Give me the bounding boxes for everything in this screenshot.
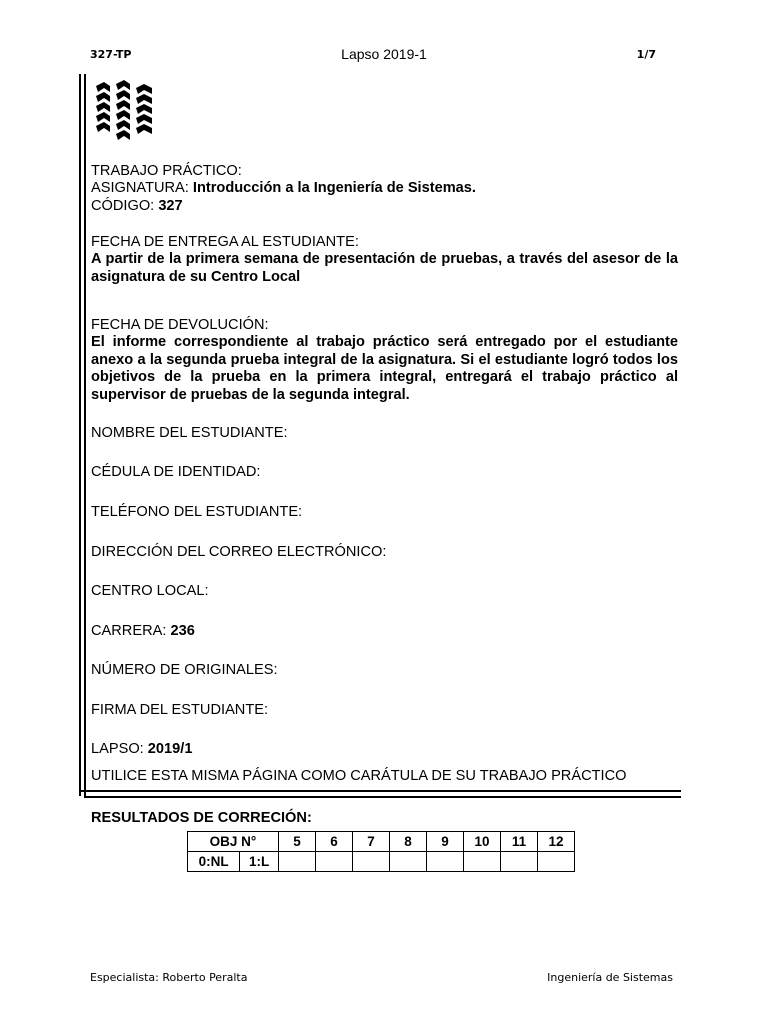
- objective-cell: 7: [353, 832, 390, 852]
- subject-value: Introducción a la Ingeniería de Sistemas.: [192, 180, 476, 197]
- code-label: CÓDIGO:: [91, 197, 155, 214]
- code-line: [91, 198, 678, 215]
- legend-nl-cell: 0:NL: [188, 852, 240, 872]
- score-cell[interactable]: [464, 852, 501, 872]
- objective-cell: 6: [316, 832, 353, 852]
- career-field: [91, 623, 678, 640]
- doc-code: 327-TP: [90, 48, 132, 61]
- period-field: [91, 741, 678, 758]
- email-field: DIRECCIÓN DEL CORREO ELECTRÓNICO:: [91, 544, 387, 560]
- subject-line: [91, 180, 678, 197]
- practical-work-block: [91, 163, 678, 215]
- objective-cell: 5: [279, 832, 316, 852]
- signature-field: FIRMA DEL ESTUDIANTE:: [91, 702, 269, 718]
- delivery-value: [91, 251, 678, 286]
- score-cell[interactable]: [427, 852, 464, 872]
- frame-left-line-inner: [84, 74, 86, 796]
- score-cell[interactable]: [279, 852, 316, 872]
- delivery-value-text: A partir de la primera semana de presentación de pruebas, a través del asesor de la asignatura de su Centro Local: [91, 251, 678, 285]
- legend-l-cell: 1:L: [240, 852, 279, 872]
- subject-label: ASIGNATURA:: [91, 180, 189, 197]
- objective-cell: 10: [464, 832, 501, 852]
- frame-bottom-line-inner: [84, 796, 681, 798]
- obj-header-cell: OBJ N°: [188, 832, 279, 852]
- page-number: 1/7: [636, 48, 656, 61]
- delivery-block: [91, 234, 678, 286]
- period-value: 2019/1: [147, 741, 193, 757]
- return-value-text: El informe correspondiente al trabajo práctico será entregado por el estudiante anexo a la segunda prueba integral de la asignatura. Si el estudiante logró todos los objetivos de la prueba en la primera integral, entregará el trabajo práctico al supervisor de pruebas de la segunda integral.: [91, 334, 678, 403]
- phone-field: TELÉFONO DEL ESTUDIANTE:: [91, 504, 303, 520]
- score-cell[interactable]: [501, 852, 538, 872]
- objective-cell: 9: [427, 832, 464, 852]
- practical-work-title: TRABAJO PRÁCTICO:: [91, 163, 242, 179]
- results-title: RESULTADOS DE CORRECIÓN:: [91, 810, 312, 826]
- results-header-row: [188, 832, 575, 852]
- period-label: LAPSO:: [91, 741, 144, 757]
- doc-period: Lapso 2019-1: [341, 46, 427, 62]
- cover-note: UTILICE ESTA MISMA PÁGINA COMO CARÁTULA DE SU TRABAJO PRÁCTICO: [91, 768, 627, 784]
- return-label: FECHA DE DEVOLUCIÓN:: [91, 317, 269, 333]
- specialist-name: Especialista: Roberto Peralta: [90, 971, 248, 984]
- return-block: [91, 317, 678, 404]
- objective-cell: 11: [501, 832, 538, 852]
- results-table: [187, 831, 575, 872]
- score-cell[interactable]: [316, 852, 353, 872]
- university-logo-icon: [94, 80, 156, 142]
- objective-cell: 8: [390, 832, 427, 852]
- originals-field: NÚMERO DE ORIGINALES:: [91, 662, 278, 678]
- score-cell[interactable]: [353, 852, 390, 872]
- program-name: Ingeniería de Sistemas: [547, 971, 673, 984]
- delivery-label: FECHA DE ENTREGA AL ESTUDIANTE:: [91, 234, 359, 250]
- results-score-row: [188, 852, 575, 872]
- code-value: 327: [158, 197, 183, 214]
- objective-cell: 12: [538, 832, 575, 852]
- score-cell[interactable]: [538, 852, 575, 872]
- career-label: CARRERA:: [91, 623, 167, 639]
- student-name-field: NOMBRE DEL ESTUDIANTE:: [91, 425, 288, 441]
- id-card-field: CÉDULA DE IDENTIDAD:: [91, 464, 261, 480]
- score-cell[interactable]: [390, 852, 427, 872]
- frame-bottom-line-outer: [79, 790, 681, 792]
- career-value: 236: [170, 623, 195, 639]
- local-center-field: CENTRO LOCAL:: [91, 583, 209, 599]
- return-value: [91, 334, 678, 404]
- frame-left-line-outer: [79, 74, 81, 796]
